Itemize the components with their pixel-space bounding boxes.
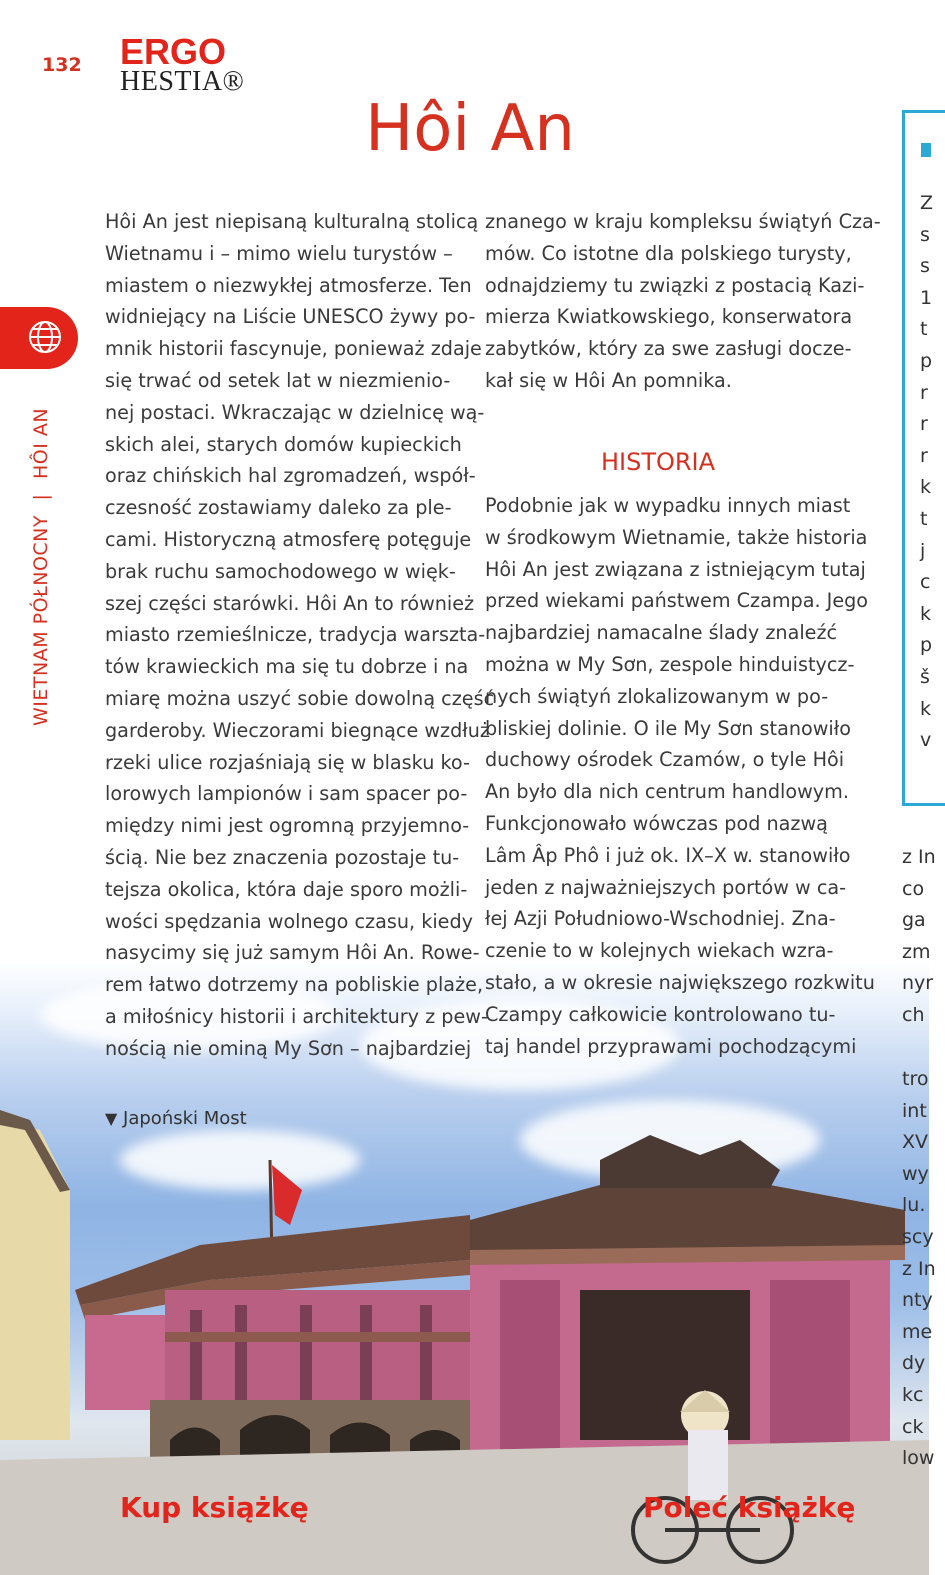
- text-line: taj handel przyprawami pochodzącymi: [485, 1034, 857, 1058]
- running-header-separator: |: [30, 493, 52, 501]
- side-box-text: [920, 188, 933, 757]
- text-line: lorowych lampionów i sam spacer po-: [105, 782, 468, 806]
- globe-icon: [28, 320, 62, 354]
- text-line: nasycimy się już samym Hôi An. Rowe-: [105, 941, 480, 965]
- text-line: rem łatwo dotrzemy na pobliskie plaże,: [105, 973, 484, 997]
- text-line: szej części starówki. Hôi An to również: [105, 591, 475, 615]
- triangle-down-icon: ▼: [105, 1109, 118, 1128]
- text-line: c: [920, 571, 931, 594]
- text-line: kał się w Hôi An pomnika.: [485, 368, 732, 392]
- body-column-1: [105, 206, 495, 1065]
- running-header: [30, 408, 52, 726]
- text-line: ck: [902, 1415, 924, 1438]
- running-header-region: WIETNAM PÓŁNOCNY: [30, 515, 52, 726]
- text-line: miarę można uszyć sobie dowolną część: [105, 686, 495, 710]
- text-line: t: [920, 507, 928, 530]
- text-line: me: [902, 1320, 933, 1343]
- text-line: przed wiekami państwem Czampa. Jego: [485, 589, 869, 613]
- text-line: Wietnamu i – mimo wielu turystów –: [105, 241, 453, 265]
- text-line: najbardziej namacalne ślady znaleźć: [485, 621, 838, 645]
- text-line: wości spędzania wolnego czasu, kiedy: [105, 909, 474, 933]
- side-column-text-mid: [902, 842, 936, 1032]
- text-line: scy: [902, 1225, 934, 1248]
- text-line: nej postaci. Wkraczając w dzielnicę wą-: [105, 400, 485, 424]
- text-line: XV: [902, 1131, 929, 1154]
- text-line: lu.: [902, 1194, 926, 1217]
- text-line: int: [902, 1099, 927, 1122]
- text-line: widniejący na Liście UNESCO żywy po-: [105, 305, 476, 329]
- text-line: miastem o niezwykłej atmosferze. Ten: [105, 273, 472, 297]
- text-line: t: [920, 318, 928, 341]
- text-line: zabytków, który za swe zasługi docze-: [485, 337, 852, 361]
- text-line: można w My Sơn, zespole hinduistycz-: [485, 652, 855, 676]
- body-column-2-top: [485, 206, 881, 397]
- text-line: j: [920, 539, 926, 562]
- text-line: czenie to w kolejnych wiekach wzra-: [485, 939, 834, 963]
- text-line: 1: [920, 286, 933, 309]
- text-line: mów. Co istotne dla polskiego turysty,: [485, 241, 852, 265]
- text-line: między nimi jest ogromną przyjemno-: [105, 814, 470, 838]
- logo-line-1: ERGO: [120, 31, 227, 72]
- text-line: Funkcjonowało wówczas pod nazwą: [485, 811, 828, 835]
- buy-book-link[interactable]: Kup książkę: [120, 1491, 309, 1524]
- text-line: z In: [902, 1257, 936, 1280]
- body-column-2-bottom: [485, 490, 875, 1062]
- text-line: tejsza okolica, która daje sporo możli-: [105, 877, 468, 901]
- text-line: z In: [902, 846, 936, 868]
- text-line: tów krawieckich ma się tu dobrze i na: [105, 655, 469, 679]
- text-line: mnik historii fascynuje, ponieważ zdaje: [105, 337, 482, 361]
- section-tab: [0, 307, 78, 369]
- text-line: k: [920, 476, 932, 499]
- text-line: cami. Historyczną atmosferę potęguje: [105, 527, 472, 551]
- text-line: wy: [902, 1162, 929, 1185]
- text-line: czesność zostawiamy daleko za ple-: [105, 496, 452, 520]
- recommend-book-link[interactable]: Poleć książkę: [643, 1491, 856, 1524]
- text-line: miasto rzemieślnicze, tradycja warszta-: [105, 623, 486, 647]
- text-line: skich alei, starych domów kupieckich: [105, 432, 462, 456]
- caption-text: Japoński Most: [123, 1108, 247, 1129]
- text-line: p: [920, 349, 933, 372]
- text-line: nych świątyń zlokalizowanym w po-: [485, 684, 829, 708]
- text-line: p: [920, 634, 933, 657]
- text-line: r: [920, 444, 928, 467]
- text-line: dy: [902, 1352, 926, 1375]
- text-line: nty: [902, 1289, 933, 1312]
- text-line: r: [920, 413, 928, 436]
- text-line: w środkowym Wietnamie, także historia: [485, 525, 868, 549]
- text-line: ch: [902, 1003, 925, 1026]
- text-line: š: [920, 665, 930, 688]
- text-line: łej Azji Południowo-Wschodniej. Zna-: [485, 907, 836, 931]
- text-line: nyr: [902, 972, 934, 995]
- text-line: k: [920, 697, 932, 720]
- text-line: kc: [902, 1383, 924, 1406]
- ergo-hestia-logo: [120, 31, 245, 97]
- text-line: nością nie ominą My Sơn – najbardziej: [105, 1036, 472, 1060]
- page-number: 132: [42, 54, 82, 76]
- text-line: s: [920, 255, 930, 278]
- text-line: odnajdziemy tu związki z postacią Kazi-: [485, 273, 865, 297]
- text-line: Podobnie jak w wypadku innych miast: [485, 494, 851, 517]
- text-line: oraz chińskich hal zgromadzeń, współ-: [105, 464, 476, 488]
- side-column-text-low: [902, 1064, 936, 1475]
- text-line: Hôi An jest niepisaną kulturalną stolicą: [105, 210, 479, 233]
- text-line: Z: [920, 192, 934, 214]
- text-line: Hôi An jest związana z istniejącym tutaj: [485, 557, 866, 581]
- text-line: zm: [902, 940, 931, 963]
- running-header-place: HÔI AN: [30, 407, 52, 479]
- text-line: ga: [902, 909, 926, 932]
- text-line: s: [920, 223, 930, 246]
- text-line: v: [920, 729, 932, 752]
- section-heading-historia: HISTORIA: [600, 448, 716, 476]
- text-line: a miłośnicy historii i architektury z pew-: [105, 1004, 488, 1028]
- logo-line-2: HESTIA®: [120, 66, 245, 97]
- text-line: duchowy ośrodek Czamów, o tyle Hôi: [485, 748, 845, 772]
- text-line: Czampy całkowicie kontrolowano tu-: [485, 1002, 836, 1026]
- page-title: Hôi An: [365, 92, 575, 166]
- text-line: ścią. Nie bez znaczenia pozostaje tu-: [105, 845, 460, 869]
- text-line: mierza Kwiatkowskiego, konserwatora: [485, 305, 853, 329]
- text-line: brak ruchu samochodowego w więk-: [105, 559, 456, 583]
- text-line: An było dla nich centrum handlowym.: [485, 780, 849, 804]
- text-line: k: [920, 602, 932, 625]
- photo-caption: [105, 1108, 247, 1129]
- text-line: low: [902, 1447, 935, 1470]
- info-box-marker: [921, 143, 931, 157]
- text-line: Lâm Âp Phô i już ok. IX–X w. stanowiło: [485, 843, 851, 867]
- text-line: rzeki ulice rozjaśniają się w blasku ko-: [105, 750, 470, 774]
- text-line: stało, a w okresie największego rozkwitu: [485, 970, 875, 994]
- text-line: bliskiej dolinie. O ile My Sơn stanowiło: [485, 716, 851, 740]
- text-line: r: [920, 381, 928, 404]
- text-line: tro: [902, 1068, 929, 1090]
- text-line: znanego w kraju kompleksu świątyń Cza-: [485, 210, 881, 233]
- text-line: się trwać od setek lat w niezmienio-: [105, 368, 451, 392]
- text-line: jeden z najważniejszych portów w ca-: [485, 875, 847, 899]
- text-line: co: [902, 877, 925, 900]
- text-line: garderoby. Wieczorami biegnące wzdłuż: [105, 718, 490, 742]
